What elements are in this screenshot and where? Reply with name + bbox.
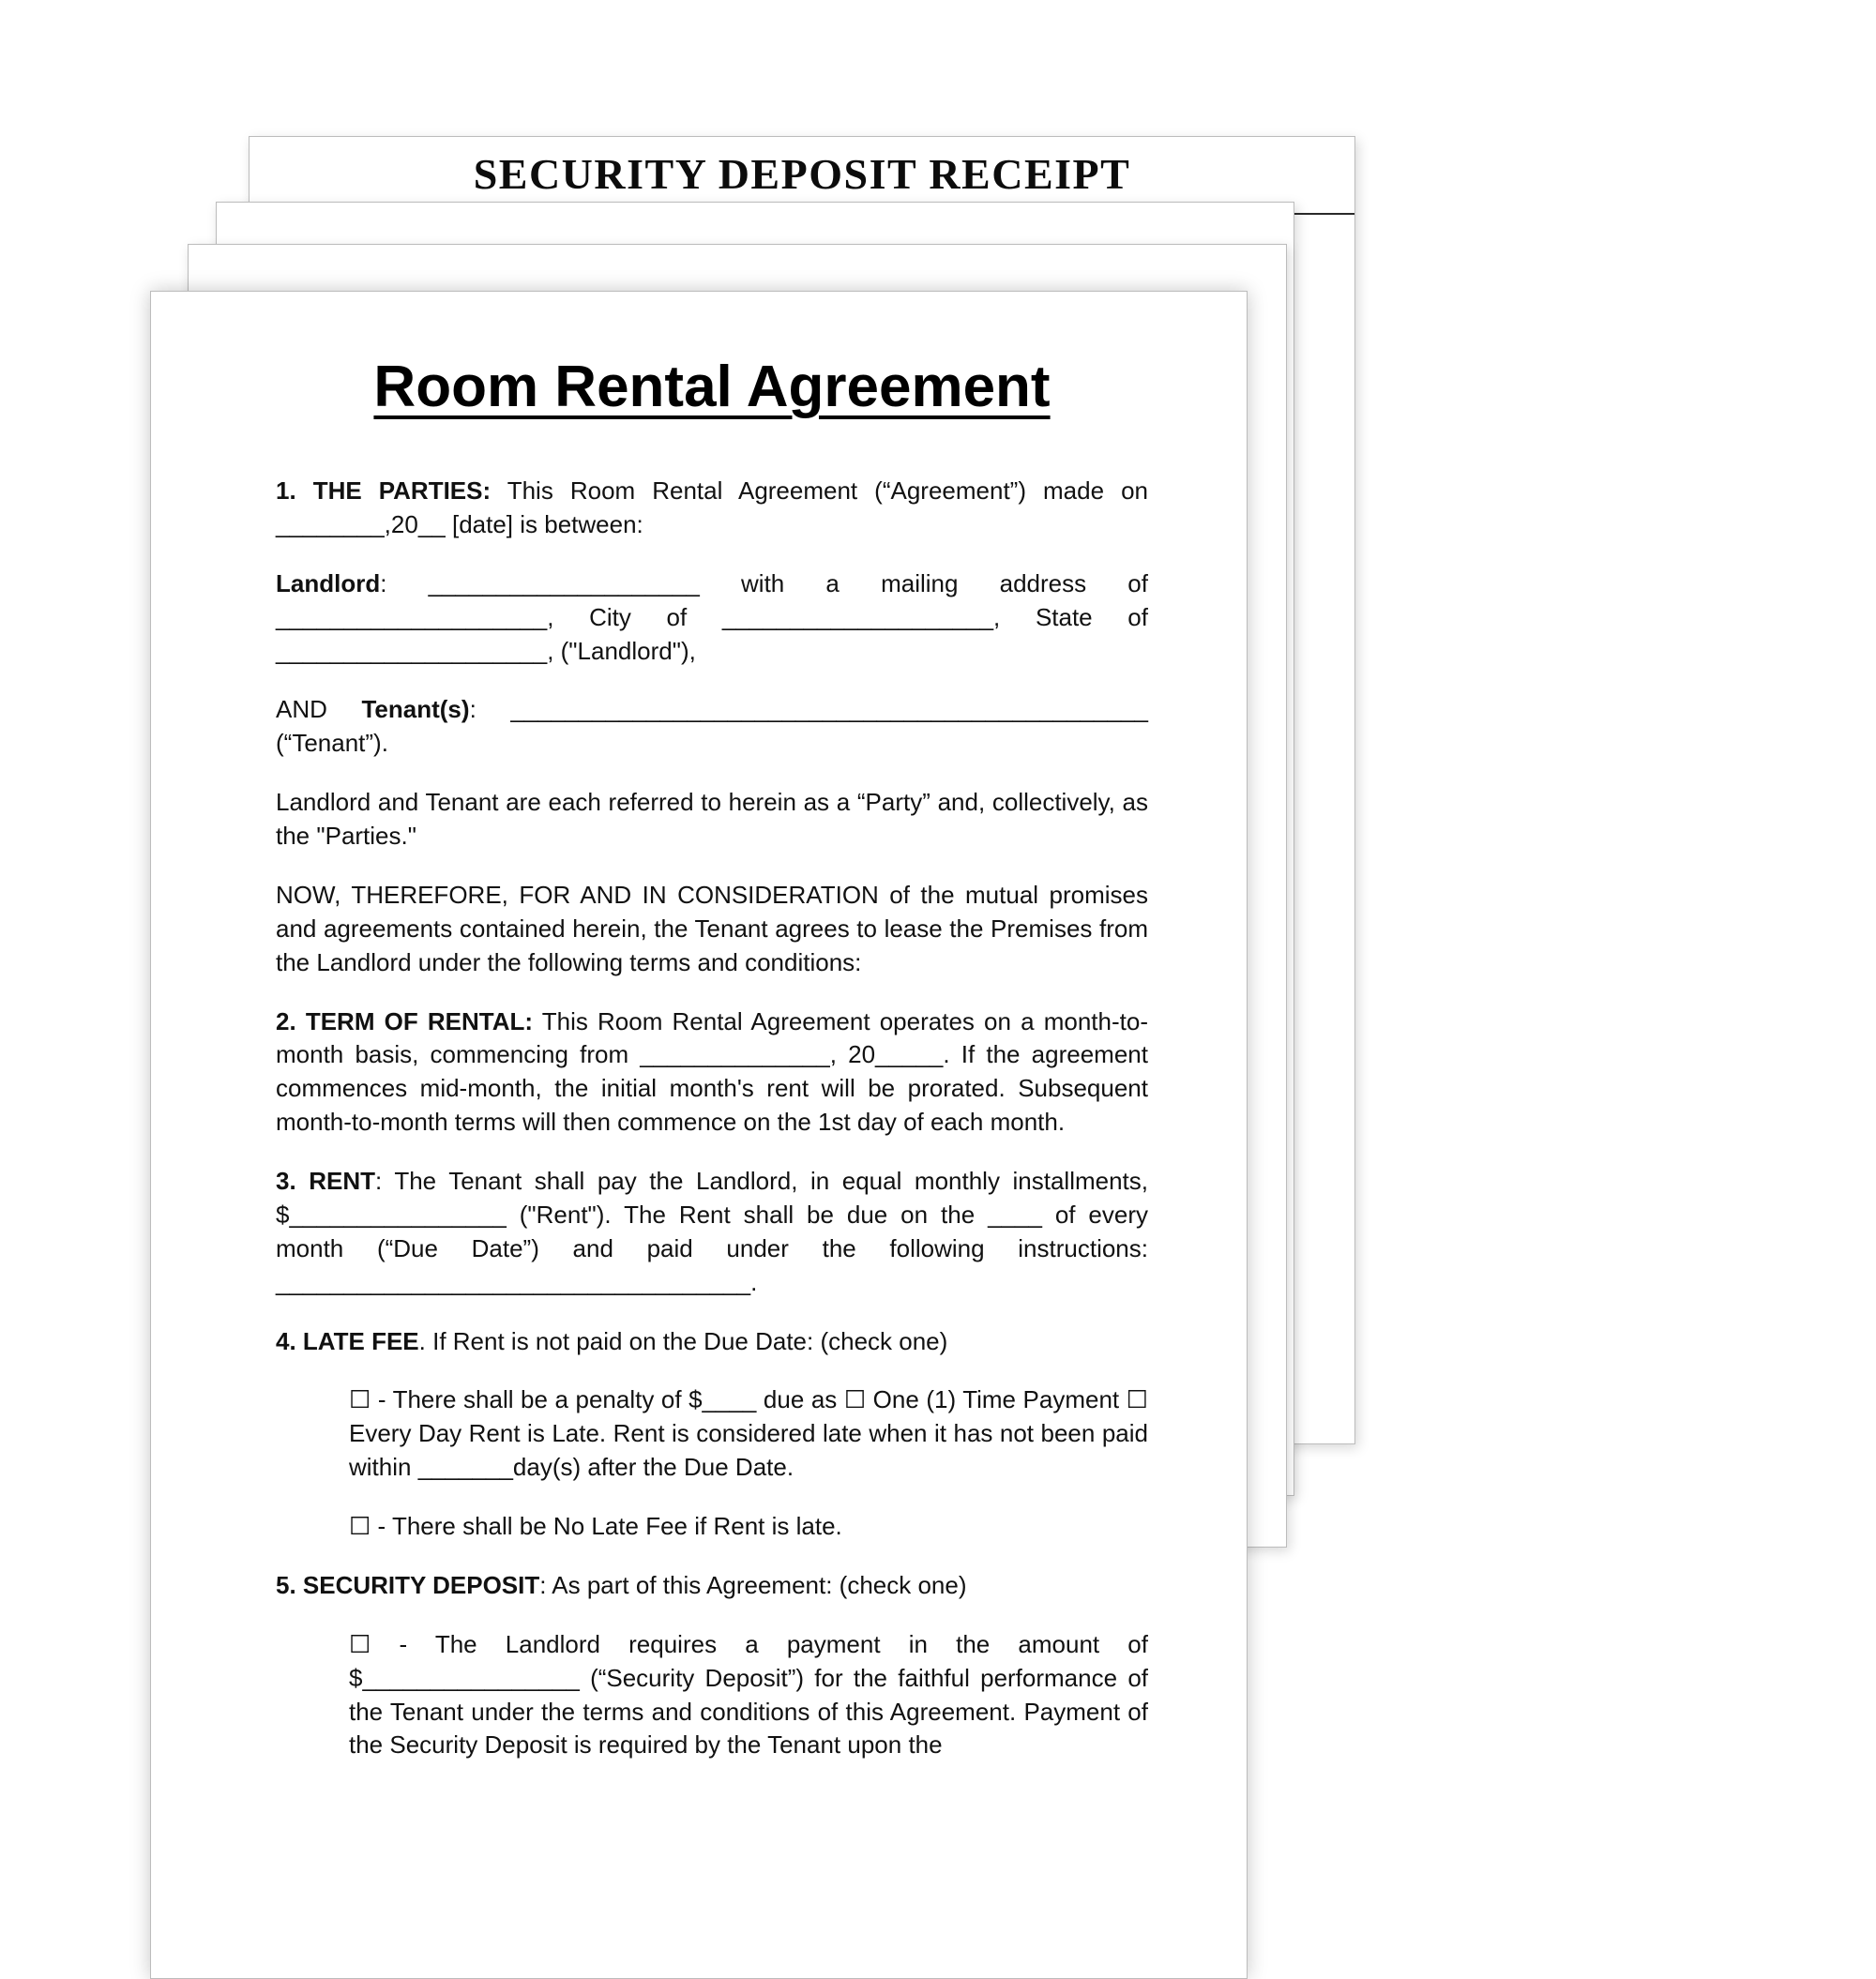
security-deposit-heading: 5. SECURITY DEPOSIT <box>276 1570 540 1599</box>
consideration-text: NOW, THEREFORE, FOR AND IN CONSIDERATION of the mutual promises and agreements contained herein, the Tenant agrees to lease the Premises from the Landlord under the following terms and conditions: <box>276 880 1148 976</box>
page-title: Room Rental Agreement <box>373 355 1051 419</box>
paragraph-late-fee <box>276 1325 1148 1359</box>
paragraph-tenant <box>276 693 1148 761</box>
room-rental-agreement-page <box>150 291 1248 1979</box>
parties-definition-text: Landlord and Tenant are each referred to herein as a “Party” and, collectively, as the "Parties." <box>276 788 1148 850</box>
term-text: This Room Rental Agreement operates on a month-to-month basis, commencing from ______________, 20_____. If the agreement commences mid-month, the initial month's rent will be prorated. Subsequent month-to-month terms will then commence on the 1st day of each month. <box>276 1006 1148 1137</box>
tenant-prefix: AND <box>276 695 362 724</box>
late-fee-option-penalty <box>349 1383 1148 1485</box>
paragraph-consideration <box>276 879 1148 980</box>
parties-heading: 1. THE PARTIES: <box>276 476 492 505</box>
late-fee-heading: 4. LATE FEE <box>276 1326 419 1355</box>
paragraph-parties <box>276 475 1148 542</box>
paragraph-security-deposit <box>276 1569 1148 1603</box>
paragraph-rent <box>276 1165 1148 1300</box>
term-heading: 2. TERM OF RENTAL: <box>276 1006 534 1035</box>
tenant-label: Tenant(s) <box>361 695 470 724</box>
landlord-text: : ____________________ with a mailing address of ____________________, City of ____________________, State of ____________________, ("Landlord"), <box>276 568 1148 665</box>
security-deposit-receipt-title: SECURITY DEPOSIT RECEIPT <box>250 137 1354 215</box>
late-fee-text: . If Rent is not paid on the Due Date: (check one) <box>418 1326 948 1355</box>
paragraph-term-of-rental <box>276 1005 1148 1141</box>
security-deposit-required-text: ☐ - The Landlord requires a payment in the amount of $________________ (“Security Deposit”) for the faithful performance of the Tenant under the terms and conditions of this Agreement. Payment of the Security Deposit is required by the Tenant upon the <box>349 1629 1148 1760</box>
landlord-label: Landlord <box>276 568 381 597</box>
tenant-text: : _______________________________________________ (“Tenant”). <box>276 695 1148 758</box>
late-fee-option-none <box>349 1510 1148 1544</box>
rent-heading: 3. RENT <box>276 1167 376 1195</box>
parties-text: This Room Rental Agreement (“Agreement”) made on ________,20__ [date] is between: <box>276 476 1149 538</box>
paragraph-parties-definition <box>276 786 1148 854</box>
paragraph-landlord <box>276 567 1148 669</box>
late-fee-penalty-text: ☐ - There shall be a penalty of $____ due as ☐ One (1) Time Payment ☐ Every Day Rent is Late. Rent is considered late when it has not been paid within _______day(s) after the Due Date. <box>349 1385 1148 1482</box>
security-deposit-text: : As part of this Agreement: (check one) <box>539 1570 967 1599</box>
rent-text: : The Tenant shall pay the Landlord, in equal monthly installments, $________________ ("Rent"). The Rent shall be due on the ____ of every month (“Due Date”) and paid under the following instructions: ___________________________________. <box>276 1167 1148 1296</box>
late-fee-none-text: ☐ - There shall be No Late Fee if Rent is late. <box>349 1512 842 1540</box>
security-deposit-option-required <box>349 1628 1148 1763</box>
